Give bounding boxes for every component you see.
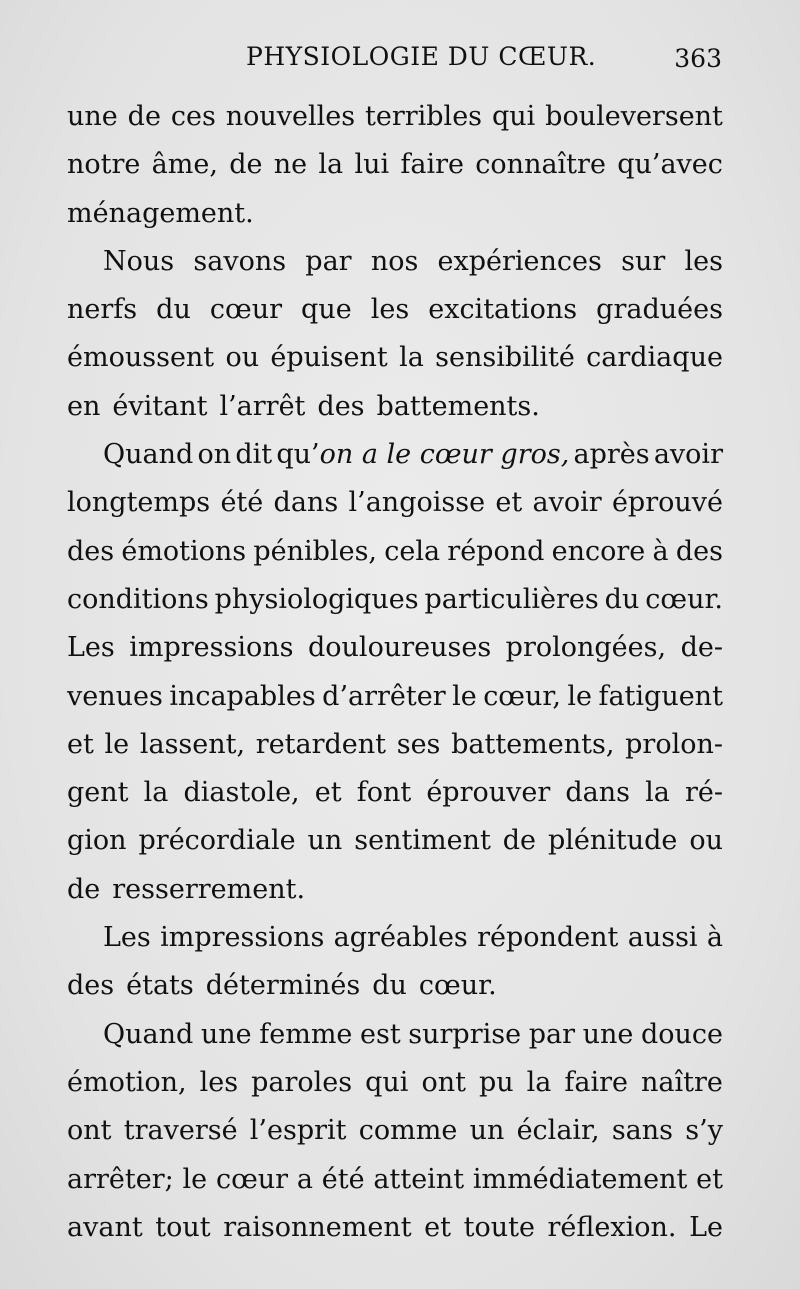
word: de xyxy=(67,873,101,905)
text-line xyxy=(67,479,723,527)
word: avoir xyxy=(532,487,602,519)
word: en xyxy=(67,390,101,422)
text-line xyxy=(67,383,723,431)
word: les xyxy=(199,1066,239,1098)
text-line xyxy=(67,93,723,141)
word: d’arrêter xyxy=(322,680,446,712)
word: évitant xyxy=(112,390,208,422)
word: battements, xyxy=(451,728,615,760)
word: éclair, xyxy=(516,1115,600,1147)
word: été xyxy=(220,487,264,519)
word: raisonnement xyxy=(223,1211,412,1243)
word: lui xyxy=(354,149,390,181)
word: que xyxy=(301,294,352,326)
word: arrêter; xyxy=(67,1163,174,1195)
word: on xyxy=(197,439,232,471)
word: répondent xyxy=(477,922,619,954)
word: un xyxy=(307,825,343,857)
word: une xyxy=(67,101,118,132)
word: faire xyxy=(400,149,465,181)
word: et xyxy=(314,777,342,809)
text-line xyxy=(67,962,723,1010)
word: expériences xyxy=(437,245,602,277)
word: qu’avec xyxy=(617,149,723,181)
text-line xyxy=(67,866,723,914)
word: une xyxy=(200,1018,252,1050)
text-line xyxy=(67,286,723,334)
word: des xyxy=(317,390,365,422)
word: qu’ xyxy=(276,439,320,471)
text-line xyxy=(67,721,723,769)
word: la xyxy=(399,342,424,374)
word: des xyxy=(67,970,115,1002)
word: avant xyxy=(67,1211,143,1243)
text-line xyxy=(67,528,723,576)
word: qui xyxy=(491,101,536,132)
word: et xyxy=(495,487,523,519)
word: qui xyxy=(365,1066,409,1098)
word: par xyxy=(528,1018,575,1050)
word: une xyxy=(582,1018,634,1050)
word: douloureuses xyxy=(308,632,492,664)
word: ces xyxy=(170,101,216,132)
word: Quand xyxy=(103,439,194,471)
word: le xyxy=(182,1163,208,1195)
word: réflexion. xyxy=(547,1211,677,1243)
word: paroles xyxy=(251,1066,353,1098)
word: Le xyxy=(689,1211,723,1243)
word: l’arrêt xyxy=(219,390,306,422)
word: de xyxy=(127,101,161,132)
word: sur xyxy=(621,245,666,277)
word: cela xyxy=(384,535,441,567)
word: la xyxy=(526,1066,552,1098)
word: sans xyxy=(611,1115,674,1147)
word: états xyxy=(126,970,194,1002)
word: le xyxy=(452,680,477,712)
text-line xyxy=(67,238,723,286)
word: notre xyxy=(67,149,141,181)
word: la xyxy=(645,777,670,809)
word: la xyxy=(318,149,344,181)
word: répond xyxy=(447,535,545,567)
word-group xyxy=(276,431,569,479)
word: aussi xyxy=(627,922,698,954)
word: Nous xyxy=(103,245,175,277)
word: atteint xyxy=(373,1163,465,1195)
word: agréables xyxy=(333,922,468,954)
word: pénibles, xyxy=(253,535,378,567)
text-line xyxy=(67,769,723,817)
text-line xyxy=(67,624,723,672)
page-number: 363 xyxy=(674,44,722,73)
word: s’y xyxy=(685,1115,723,1147)
word: sensibilité xyxy=(435,342,575,374)
word: battements. xyxy=(376,390,540,422)
running-title: PHYSIOLOGIE DU CŒUR. xyxy=(246,42,597,71)
word: ménagement. xyxy=(67,197,254,229)
text-line xyxy=(67,1156,723,1204)
word: cœur, xyxy=(483,680,561,712)
word: a xyxy=(296,1163,313,1195)
word: plénitude xyxy=(547,825,678,857)
word: nerfs xyxy=(67,294,138,326)
word: longtemps xyxy=(67,487,211,519)
word: traversé xyxy=(123,1115,238,1147)
text-line xyxy=(67,1011,723,1059)
text-line xyxy=(67,1107,723,1155)
word: Quand xyxy=(103,1018,194,1050)
word: à xyxy=(706,922,723,954)
word: bouleversent xyxy=(545,101,723,132)
word: ré- xyxy=(684,777,723,809)
word: l’esprit xyxy=(249,1115,347,1147)
word: du xyxy=(372,970,407,1002)
word: naître xyxy=(641,1066,723,1098)
text-line xyxy=(67,1059,723,1107)
word: incapables xyxy=(169,680,316,712)
word: retardent xyxy=(255,728,387,760)
word: été xyxy=(321,1163,365,1195)
word: immédiatement xyxy=(472,1163,688,1195)
word: impressions xyxy=(160,922,325,954)
word: ou xyxy=(689,825,723,857)
word: sentiment xyxy=(354,825,491,857)
word: ont xyxy=(421,1066,466,1098)
running-head xyxy=(0,42,800,78)
word: les xyxy=(684,245,723,277)
word: surprise xyxy=(408,1018,522,1050)
word: Les xyxy=(67,632,115,664)
text-line xyxy=(67,576,723,624)
text-line xyxy=(67,1204,723,1252)
word: lassent, xyxy=(139,728,246,760)
word: émotion, xyxy=(67,1066,187,1098)
text-line xyxy=(67,914,723,962)
word: font xyxy=(356,777,412,809)
word: et xyxy=(696,1163,723,1195)
word: cœur. xyxy=(645,583,723,615)
word: dit xyxy=(235,439,273,471)
text-line xyxy=(67,190,723,238)
word: gion xyxy=(67,825,127,857)
word: resserrement. xyxy=(112,873,306,905)
word: cœur. xyxy=(418,970,497,1002)
word: après xyxy=(573,439,650,471)
italic-phrase: on a le cœur gros, xyxy=(319,439,570,471)
word: et xyxy=(67,728,94,760)
word: les xyxy=(370,294,410,326)
word: le xyxy=(104,728,130,760)
word: dans xyxy=(565,777,631,809)
word: ses xyxy=(396,728,441,760)
word: prolongées, xyxy=(505,632,667,664)
word: toute xyxy=(463,1211,535,1243)
word: par xyxy=(305,245,352,277)
word: épuisent xyxy=(270,342,388,374)
word: l’angoisse xyxy=(348,487,486,519)
body-text xyxy=(67,93,723,1252)
word: conditions xyxy=(67,583,209,615)
word: Les xyxy=(103,922,151,954)
word: ou xyxy=(225,342,260,374)
text-line xyxy=(67,431,723,479)
text-line xyxy=(67,334,723,382)
word: graduées xyxy=(596,294,723,326)
word: émoussent xyxy=(67,342,215,374)
word: encore xyxy=(551,535,646,567)
word: nos xyxy=(370,245,419,277)
word: diastole, xyxy=(183,777,300,809)
word: du xyxy=(156,294,191,326)
text-line xyxy=(67,141,723,189)
word: gent xyxy=(67,777,129,809)
word: ont xyxy=(67,1115,112,1147)
word: des xyxy=(67,535,115,567)
word: physiologiques xyxy=(214,583,419,615)
word: âme, xyxy=(151,149,218,181)
word: savons xyxy=(193,245,287,277)
word: du xyxy=(604,583,640,615)
word: prolon- xyxy=(625,728,723,760)
word: tout xyxy=(155,1211,211,1243)
word: la xyxy=(143,777,169,809)
text-line xyxy=(67,817,723,865)
word: excitations xyxy=(428,294,578,326)
text-line xyxy=(67,673,723,721)
word: de- xyxy=(680,632,723,664)
word: éprouvé xyxy=(611,487,723,519)
word: éprouver xyxy=(426,777,551,809)
word: à xyxy=(652,535,669,567)
word: pu xyxy=(478,1066,514,1098)
word: et xyxy=(424,1211,451,1243)
word: est xyxy=(360,1018,401,1050)
word: précordiale xyxy=(138,825,296,857)
word: connaître xyxy=(475,149,606,181)
word: comme xyxy=(358,1115,458,1147)
word: de xyxy=(229,149,263,181)
word: déterminés xyxy=(205,970,361,1002)
word: dans xyxy=(273,487,339,519)
word: femme xyxy=(259,1018,353,1050)
word: faire xyxy=(564,1066,629,1098)
word: le xyxy=(567,680,592,712)
word: terribles xyxy=(365,101,483,132)
word: fatiguent xyxy=(598,680,723,712)
word: nouvelles xyxy=(225,101,356,132)
word: un xyxy=(469,1115,505,1147)
word: avoir xyxy=(653,439,723,471)
word: venues xyxy=(67,680,163,712)
word: de xyxy=(502,825,536,857)
word: cœur xyxy=(215,1163,289,1195)
word: émotions xyxy=(121,535,247,567)
word: cœur xyxy=(209,294,282,326)
word: particulières xyxy=(424,583,599,615)
word: des xyxy=(675,535,723,567)
word: impressions xyxy=(129,632,294,664)
word: cardiaque xyxy=(586,342,723,374)
word: ne xyxy=(273,149,308,181)
word: douce xyxy=(640,1018,723,1050)
